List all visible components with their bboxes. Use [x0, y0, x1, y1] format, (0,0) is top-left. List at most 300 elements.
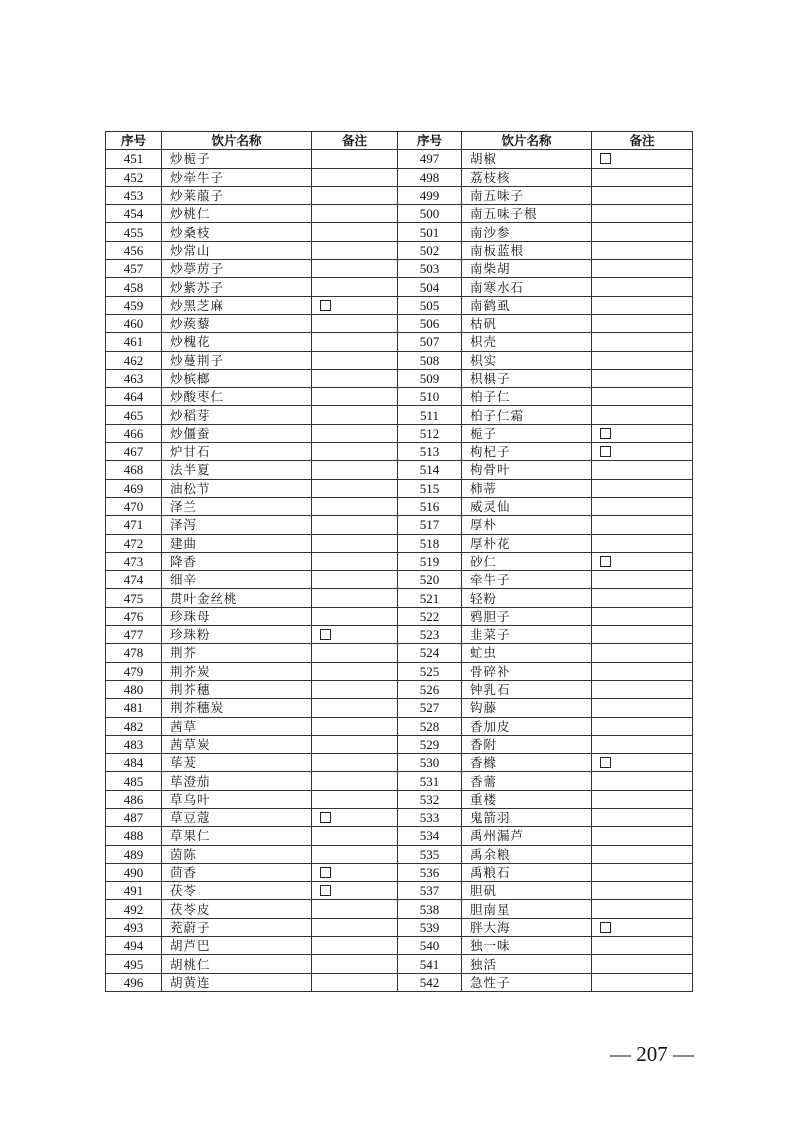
note-cell-right	[592, 863, 693, 881]
note-cell-left	[312, 479, 398, 497]
herb-name-right: 骨碎补	[462, 662, 592, 680]
table-row	[106, 973, 693, 991]
row-number-left: 475	[106, 589, 162, 607]
row-number-left: 478	[106, 644, 162, 662]
note-cell-left	[312, 241, 398, 259]
note-cell-left	[312, 186, 398, 204]
note-cell-left	[312, 626, 398, 644]
herb-name-right: 韭菜子	[462, 626, 592, 644]
herb-name-left: 胡桃仁	[162, 955, 312, 973]
row-number-left: 494	[106, 937, 162, 955]
checkbox-icon	[320, 885, 331, 896]
note-cell-right	[592, 186, 693, 204]
herb-name-right: 禹余粮	[462, 845, 592, 863]
herb-name-left: 草乌叶	[162, 790, 312, 808]
row-number-right: 499	[398, 186, 462, 204]
table-row	[106, 754, 693, 772]
table-row	[106, 699, 693, 717]
row-number-left: 492	[106, 900, 162, 918]
note-cell-right	[592, 918, 693, 936]
note-cell-left	[312, 497, 398, 515]
herb-name-right: 栀子	[462, 424, 592, 442]
herb-name-right: 轻粉	[462, 589, 592, 607]
row-number-left: 490	[106, 863, 162, 881]
note-cell-right	[592, 223, 693, 241]
note-cell-left	[312, 717, 398, 735]
row-number-left: 454	[106, 205, 162, 223]
herb-name-left: 珍珠母	[162, 607, 312, 625]
herb-name-left: 炒莱菔子	[162, 186, 312, 204]
row-number-right: 521	[398, 589, 462, 607]
table-row	[106, 772, 693, 790]
note-cell-right	[592, 314, 693, 332]
herb-name-left: 荆芥炭	[162, 662, 312, 680]
table-row	[106, 845, 693, 863]
row-number-right: 533	[398, 808, 462, 826]
row-number-left: 468	[106, 461, 162, 479]
row-number-left: 467	[106, 443, 162, 461]
table-row	[106, 607, 693, 625]
row-number-right: 514	[398, 461, 462, 479]
row-number-left: 477	[106, 626, 162, 644]
note-cell-right	[592, 461, 693, 479]
herb-name-right: 南五味子	[462, 186, 592, 204]
note-cell-right	[592, 626, 693, 644]
checkbox-icon	[600, 757, 611, 768]
note-cell-right	[592, 571, 693, 589]
note-cell-right	[592, 607, 693, 625]
row-number-left: 487	[106, 808, 162, 826]
note-cell-right	[592, 845, 693, 863]
herb-name-left: 炒槐花	[162, 333, 312, 351]
note-cell-left	[312, 937, 398, 955]
herb-name-right: 枳实	[462, 351, 592, 369]
herb-name-right: 柏子仁霜	[462, 406, 592, 424]
note-cell-left	[312, 571, 398, 589]
herb-name-right: 独活	[462, 955, 592, 973]
herb-name-left: 炒蔓荆子	[162, 351, 312, 369]
herbal-pieces-table	[105, 131, 693, 992]
table-row	[106, 680, 693, 698]
row-number-left: 479	[106, 662, 162, 680]
checkbox-icon	[600, 556, 611, 567]
note-cell-left	[312, 644, 398, 662]
note-cell-left	[312, 516, 398, 534]
herb-name-left: 贯叶金丝桃	[162, 589, 312, 607]
row-number-right: 503	[398, 260, 462, 278]
table-row	[106, 626, 693, 644]
row-number-left: 485	[106, 772, 162, 790]
herb-name-right: 急性子	[462, 973, 592, 991]
table-row	[106, 223, 693, 241]
herb-name-right: 重楼	[462, 790, 592, 808]
herb-name-right: 威灵仙	[462, 497, 592, 515]
row-number-left: 476	[106, 607, 162, 625]
row-number-right: 542	[398, 973, 462, 991]
note-cell-right	[592, 479, 693, 497]
table-row	[106, 406, 693, 424]
row-number-left: 452	[106, 168, 162, 186]
note-cell-left	[312, 314, 398, 332]
herb-name-right: 厚朴	[462, 516, 592, 534]
row-number-right: 500	[398, 205, 462, 223]
herb-name-left: 炒桃仁	[162, 205, 312, 223]
note-cell-right	[592, 333, 693, 351]
row-number-right: 526	[398, 680, 462, 698]
note-cell-right	[592, 497, 693, 515]
table-row	[106, 241, 693, 259]
herb-name-right: 枳椇子	[462, 369, 592, 387]
row-number-right: 523	[398, 626, 462, 644]
note-cell-left	[312, 168, 398, 186]
note-cell-left	[312, 827, 398, 845]
herb-name-right: 牵牛子	[462, 571, 592, 589]
row-number-right: 501	[398, 223, 462, 241]
herb-name-right: 胡椒	[462, 150, 592, 168]
herb-name-right: 香加皮	[462, 717, 592, 735]
note-cell-left	[312, 461, 398, 479]
herb-name-left: 茜草	[162, 717, 312, 735]
table-row	[106, 571, 693, 589]
note-cell-left	[312, 790, 398, 808]
row-number-left: 466	[106, 424, 162, 442]
note-cell-left	[312, 278, 398, 296]
checkbox-icon	[600, 428, 611, 439]
note-cell-right	[592, 278, 693, 296]
herb-name-right: 胆南星	[462, 900, 592, 918]
note-cell-left	[312, 955, 398, 973]
note-cell-left	[312, 680, 398, 698]
table-row	[106, 552, 693, 570]
note-cell-left	[312, 973, 398, 991]
row-number-right: 524	[398, 644, 462, 662]
row-number-left: 471	[106, 516, 162, 534]
row-number-right: 515	[398, 479, 462, 497]
note-cell-left	[312, 552, 398, 570]
table-row	[106, 882, 693, 900]
row-number-right: 509	[398, 369, 462, 387]
note-cell-left	[312, 699, 398, 717]
note-cell-right	[592, 589, 693, 607]
table-row	[106, 278, 693, 296]
note-cell-left	[312, 534, 398, 552]
herb-name-left: 荆芥	[162, 644, 312, 662]
herb-name-left: 泽兰	[162, 497, 312, 515]
note-cell-left	[312, 205, 398, 223]
note-cell-left	[312, 845, 398, 863]
herb-name-right: 柏子仁	[462, 388, 592, 406]
herb-name-right: 钟乳石	[462, 680, 592, 698]
herb-name-right: 砂仁	[462, 552, 592, 570]
row-number-right: 541	[398, 955, 462, 973]
row-number-left: 456	[106, 241, 162, 259]
herb-name-left: 茜草炭	[162, 735, 312, 753]
note-cell-right	[592, 699, 693, 717]
row-number-left: 486	[106, 790, 162, 808]
table-row	[106, 589, 693, 607]
row-number-right: 506	[398, 314, 462, 332]
note-cell-right	[592, 735, 693, 753]
herb-name-right: 钩藤	[462, 699, 592, 717]
herb-name-right: 枸杞子	[462, 443, 592, 461]
herb-name-left: 胡黄连	[162, 973, 312, 991]
table-row	[106, 937, 693, 955]
row-number-right: 527	[398, 699, 462, 717]
note-cell-right	[592, 900, 693, 918]
table-row	[106, 424, 693, 442]
note-cell-left	[312, 735, 398, 753]
note-cell-left	[312, 772, 398, 790]
header-name-left: 饮片名称	[162, 132, 312, 150]
row-number-right: 532	[398, 790, 462, 808]
note-cell-left	[312, 296, 398, 314]
herb-name-left: 建曲	[162, 534, 312, 552]
row-number-right: 518	[398, 534, 462, 552]
herb-name-left: 珍珠粉	[162, 626, 312, 644]
table-row	[106, 534, 693, 552]
row-number-left: 484	[106, 754, 162, 772]
note-cell-right	[592, 443, 693, 461]
note-cell-left	[312, 351, 398, 369]
note-cell-right	[592, 827, 693, 845]
note-cell-left	[312, 388, 398, 406]
herb-name-left: 炒紫苏子	[162, 278, 312, 296]
herb-name-left: 草豆蔻	[162, 808, 312, 826]
herb-name-right: 柿蒂	[462, 479, 592, 497]
row-number-right: 505	[398, 296, 462, 314]
note-cell-right	[592, 388, 693, 406]
row-number-right: 539	[398, 918, 462, 936]
row-number-left: 457	[106, 260, 162, 278]
table-row	[106, 827, 693, 845]
row-number-left: 455	[106, 223, 162, 241]
note-cell-right	[592, 717, 693, 735]
note-cell-right	[592, 937, 693, 955]
row-number-right: 497	[398, 150, 462, 168]
header-note-right: 备注	[592, 132, 693, 150]
herb-name-right: 香薷	[462, 772, 592, 790]
table-row	[106, 717, 693, 735]
table-row	[106, 205, 693, 223]
herb-name-right: 胖大海	[462, 918, 592, 936]
herb-name-right: 禹州漏芦	[462, 827, 592, 845]
page-number: — 207 —	[610, 1042, 694, 1066]
header-note-left: 备注	[312, 132, 398, 150]
header-seq-right: 序号	[398, 132, 462, 150]
herb-name-right: 荔枝核	[462, 168, 592, 186]
row-number-left: 488	[106, 827, 162, 845]
row-number-right: 525	[398, 662, 462, 680]
table-row	[106, 168, 693, 186]
herb-name-right: 虻虫	[462, 644, 592, 662]
table-row	[106, 918, 693, 936]
checkbox-icon	[600, 922, 611, 933]
checkbox-icon	[600, 153, 611, 164]
herb-name-right: 胆矾	[462, 882, 592, 900]
row-number-right: 529	[398, 735, 462, 753]
row-number-left: 464	[106, 388, 162, 406]
note-cell-left	[312, 918, 398, 936]
herb-name-left: 炒稻芽	[162, 406, 312, 424]
note-cell-right	[592, 369, 693, 387]
herb-name-left: 炒酸枣仁	[162, 388, 312, 406]
table-row	[106, 461, 693, 479]
row-number-right: 531	[398, 772, 462, 790]
note-cell-left	[312, 150, 398, 168]
table-row	[106, 314, 693, 332]
herb-name-left: 炒槟榔	[162, 369, 312, 387]
note-cell-right	[592, 241, 693, 259]
note-cell-right	[592, 516, 693, 534]
herb-name-right: 鸦胆子	[462, 607, 592, 625]
row-number-right: 504	[398, 278, 462, 296]
table-row	[106, 388, 693, 406]
herb-name-right: 香橼	[462, 754, 592, 772]
row-number-left: 458	[106, 278, 162, 296]
herb-name-right: 南板蓝根	[462, 241, 592, 259]
row-number-right: 508	[398, 351, 462, 369]
table-row	[106, 150, 693, 168]
table-row	[106, 900, 693, 918]
note-cell-left	[312, 900, 398, 918]
row-number-right: 510	[398, 388, 462, 406]
header-seq-left: 序号	[106, 132, 162, 150]
note-cell-right	[592, 662, 693, 680]
herb-name-left: 细辛	[162, 571, 312, 589]
note-cell-left	[312, 333, 398, 351]
herb-name-right: 南柴胡	[462, 260, 592, 278]
note-cell-right	[592, 790, 693, 808]
table-row	[106, 644, 693, 662]
row-number-left: 480	[106, 680, 162, 698]
row-number-right: 535	[398, 845, 462, 863]
herb-name-left: 茵陈	[162, 845, 312, 863]
row-number-right: 513	[398, 443, 462, 461]
note-cell-left	[312, 607, 398, 625]
row-number-right: 536	[398, 863, 462, 881]
row-number-left: 459	[106, 296, 162, 314]
table-row	[106, 333, 693, 351]
note-cell-right	[592, 351, 693, 369]
herb-name-right: 枯矾	[462, 314, 592, 332]
note-cell-right	[592, 406, 693, 424]
note-cell-left	[312, 406, 398, 424]
herb-name-left: 炒牵牛子	[162, 168, 312, 186]
herb-name-left: 炒蒺藜	[162, 314, 312, 332]
row-number-left: 465	[106, 406, 162, 424]
row-number-right: 517	[398, 516, 462, 534]
herb-name-left: 降香	[162, 552, 312, 570]
herb-name-right: 禹粮石	[462, 863, 592, 881]
herb-name-left: 炒僵蚕	[162, 424, 312, 442]
note-cell-left	[312, 589, 398, 607]
row-number-left: 473	[106, 552, 162, 570]
note-cell-right	[592, 205, 693, 223]
note-cell-left	[312, 754, 398, 772]
table-row	[106, 479, 693, 497]
checkbox-icon	[320, 812, 331, 823]
checkbox-icon	[320, 300, 331, 311]
herb-name-left: 炒常山	[162, 241, 312, 259]
note-cell-right	[592, 772, 693, 790]
table-row	[106, 351, 693, 369]
note-cell-right	[592, 296, 693, 314]
herb-name-left: 茴香	[162, 863, 312, 881]
row-number-left: 496	[106, 973, 162, 991]
row-number-right: 519	[398, 552, 462, 570]
herb-name-left: 荆芥穗炭	[162, 699, 312, 717]
herb-name-right: 南沙参	[462, 223, 592, 241]
note-cell-right	[592, 882, 693, 900]
row-number-left: 462	[106, 351, 162, 369]
note-cell-left	[312, 424, 398, 442]
row-number-right: 511	[398, 406, 462, 424]
note-cell-right	[592, 955, 693, 973]
table-row	[106, 808, 693, 826]
row-number-right: 534	[398, 827, 462, 845]
herb-name-left: 炒葶苈子	[162, 260, 312, 278]
row-number-right: 530	[398, 754, 462, 772]
row-number-left: 451	[106, 150, 162, 168]
herb-name-left: 炒桑枝	[162, 223, 312, 241]
table-row	[106, 790, 693, 808]
table-header-row	[106, 132, 693, 150]
herb-name-right: 南寒水石	[462, 278, 592, 296]
table-row	[106, 735, 693, 753]
herb-name-right: 香附	[462, 735, 592, 753]
row-number-left: 482	[106, 717, 162, 735]
table-row	[106, 863, 693, 881]
row-number-left: 470	[106, 497, 162, 515]
note-cell-right	[592, 808, 693, 826]
checkbox-icon	[600, 446, 611, 457]
row-number-left: 489	[106, 845, 162, 863]
herb-name-left: 荆芥穗	[162, 680, 312, 698]
note-cell-right	[592, 424, 693, 442]
note-cell-right	[592, 644, 693, 662]
note-cell-right	[592, 552, 693, 570]
note-cell-left	[312, 863, 398, 881]
herb-name-right: 枸骨叶	[462, 461, 592, 479]
row-number-right: 540	[398, 937, 462, 955]
note-cell-right	[592, 754, 693, 772]
herb-name-left: 炒栀子	[162, 150, 312, 168]
herb-name-left: 荜茇	[162, 754, 312, 772]
row-number-left: 469	[106, 479, 162, 497]
row-number-left: 463	[106, 369, 162, 387]
note-cell-right	[592, 168, 693, 186]
row-number-right: 538	[398, 900, 462, 918]
row-number-left: 493	[106, 918, 162, 936]
table-body	[106, 150, 693, 992]
herb-name-left: 茺蔚子	[162, 918, 312, 936]
row-number-right: 512	[398, 424, 462, 442]
note-cell-left	[312, 223, 398, 241]
note-cell-right	[592, 973, 693, 991]
table-row	[106, 497, 693, 515]
herb-name-left: 茯苓	[162, 882, 312, 900]
note-cell-right	[592, 680, 693, 698]
row-number-left: 453	[106, 186, 162, 204]
table-row	[106, 662, 693, 680]
herb-name-left: 炉甘石	[162, 443, 312, 461]
row-number-left: 474	[106, 571, 162, 589]
note-cell-left	[312, 260, 398, 278]
note-cell-left	[312, 443, 398, 461]
herb-name-right: 南鹤虱	[462, 296, 592, 314]
row-number-left: 491	[106, 882, 162, 900]
table-row	[106, 369, 693, 387]
